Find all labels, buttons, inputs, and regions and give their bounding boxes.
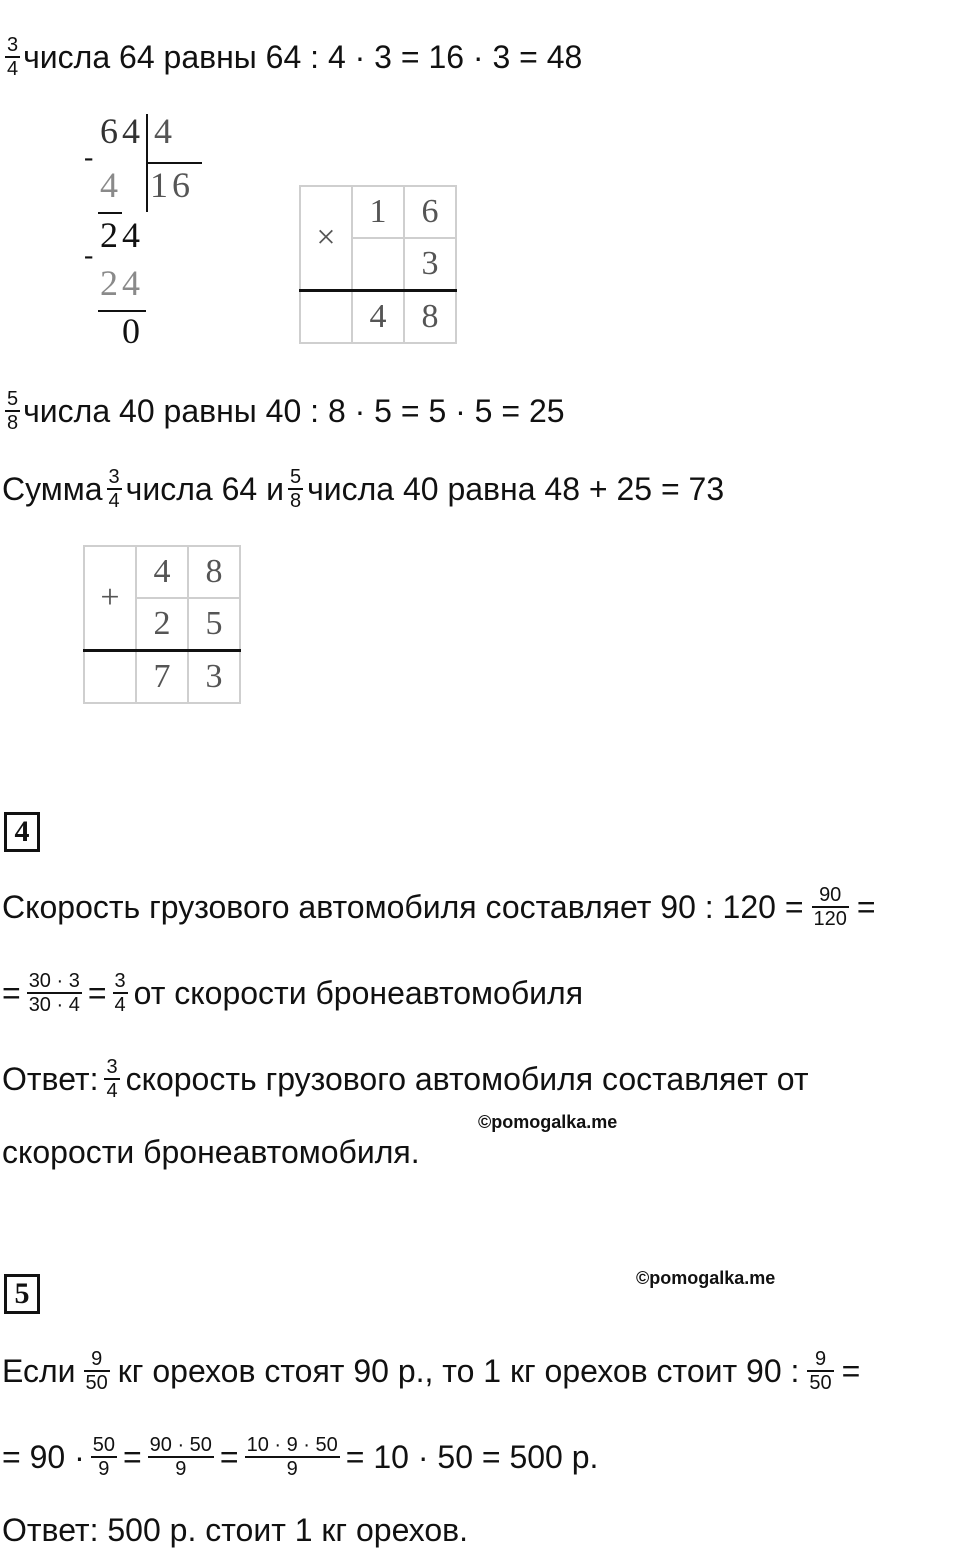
fraction: $\frac{5}{8}$ <box>289 466 302 512</box>
task4-answer-line-2 <box>2 1132 420 1172</box>
fraction: $\frac{5}{8}$ <box>7 388 19 434</box>
subtrahend-1: 4 <box>100 165 122 205</box>
column-multiplication <box>299 185 457 344</box>
digit: 7 <box>136 651 188 704</box>
digit: 3 <box>188 651 240 704</box>
line-text: скорость грузового автомобиля составляет от <box>125 1061 809 1097</box>
task-number-4: 4 <box>4 812 40 852</box>
minus-sign: - <box>84 240 98 271</box>
line-text: Если <box>2 1353 76 1389</box>
empty-cell <box>84 651 136 704</box>
line-text: = <box>2 975 21 1011</box>
fraction: $\frac{90 \cdot 50}{9}$ <box>149 1434 212 1480</box>
fraction: $\frac{30 \cdot 3}{30 \cdot 4}$ <box>28 970 80 1016</box>
long-division <box>80 110 220 360</box>
plus-sign: + <box>84 546 136 651</box>
digit: 5 <box>188 598 240 651</box>
fraction: $\frac{3}{4}$ <box>7 34 19 80</box>
digit <box>352 238 404 291</box>
line-text: = <box>856 889 876 925</box>
line-text: числа 40 равны 40 : 8 · 5 = 5 · 5 = 25 <box>23 393 565 429</box>
line-text: числа 40 равна 48 + 25 = 73 <box>307 471 725 507</box>
fraction: $\frac{90}{120}$ <box>813 884 847 930</box>
task5-answer <box>2 1510 468 1550</box>
line-sum <box>2 466 724 512</box>
digit: 8 <box>404 291 456 344</box>
remainder-1: 24 <box>100 215 144 255</box>
task-number-5: 5 <box>4 1274 40 1314</box>
task4-answer-line-1 <box>2 1056 809 1102</box>
digit: 4 <box>352 291 404 344</box>
quotient: 16 <box>150 165 194 205</box>
line-text: Скорость грузового автомобиля составляет 90 : 120 = <box>2 889 804 925</box>
fraction: $\frac{3}{4}$ <box>106 1056 118 1102</box>
fraction: $\frac{9}{50}$ <box>85 1348 108 1394</box>
column-addition <box>83 545 241 704</box>
task5-line-1 <box>2 1348 860 1394</box>
fraction: $\frac{10 \cdot 9 \cdot 50}{9}$ <box>246 1434 338 1480</box>
task4-line-1 <box>2 884 876 930</box>
dividend: 64 <box>100 111 144 151</box>
line-text: = 90 · <box>2 1439 85 1475</box>
line-text: = <box>122 1439 142 1475</box>
divisor: 4 <box>154 111 176 151</box>
line-text: = <box>219 1439 239 1475</box>
line-text: числа 64 равны 64 : 4 · 3 = 16 · 3 = 48 <box>23 39 583 75</box>
subtrahend-2: 24 <box>100 263 144 303</box>
watermark: ©pomogalka.me <box>478 1112 618 1132</box>
minus-sign: - <box>84 142 98 173</box>
multiply-sign: × <box>300 186 352 291</box>
fraction: $\frac{9}{50}$ <box>809 1348 832 1394</box>
line-text: скорости бронеавтомобиля. <box>2 1134 420 1170</box>
line-five-eighths-of-40 <box>2 388 565 434</box>
line-text: Сумма <box>2 471 103 507</box>
fraction: $\frac{3}{4}$ <box>108 466 120 512</box>
line-text: от скорости бронеавтомобиля <box>133 975 584 1011</box>
line-text: кг орехов стоят 90 р., то 1 кг орехов стоит 90 : <box>117 1353 800 1389</box>
line-text: = <box>87 975 107 1011</box>
fraction: $\frac{50}{9}$ <box>92 1434 115 1480</box>
remainder-final: 0 <box>122 311 144 351</box>
watermark: ©pomogalka.me <box>636 1268 776 1288</box>
line-text: числа 64 и <box>125 471 284 507</box>
line-text: = 10 · 50 = 500 р. <box>345 1439 599 1475</box>
task4-line-2 <box>2 970 583 1016</box>
fraction: $\frac{3}{4}$ <box>114 970 126 1016</box>
task5-line-2 <box>2 1434 598 1480</box>
empty-cell <box>300 291 352 344</box>
digit: 3 <box>404 238 456 291</box>
line-text: Ответ: 500 р. стоит 1 кг орехов. <box>2 1512 468 1548</box>
digit: 1 <box>352 186 404 238</box>
digit: 2 <box>136 598 188 651</box>
digit: 4 <box>136 546 188 598</box>
line-text: Ответ: <box>2 1061 99 1097</box>
digit: 8 <box>188 546 240 598</box>
digit: 6 <box>404 186 456 238</box>
line-text: = <box>841 1353 861 1389</box>
line-three-quarters-of-64 <box>2 34 582 80</box>
